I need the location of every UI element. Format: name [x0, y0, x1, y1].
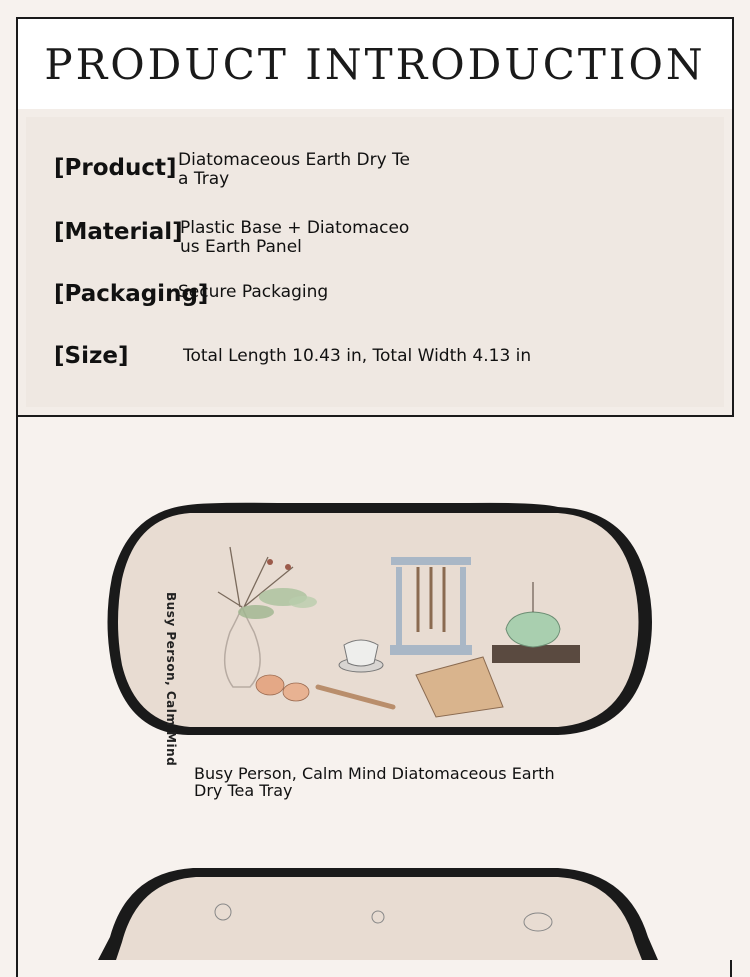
- spec-key: [Size]: [54, 343, 129, 369]
- spec-key: [Packaging]: [54, 281, 209, 307]
- section-header: [16, 17, 734, 111]
- spec-value: Total Length 10.43 in, Total Width 4.13 in: [183, 346, 532, 366]
- spec-key: [Product]: [54, 155, 177, 181]
- spec-panel: [26, 117, 724, 407]
- tea-tray-illustration: [18, 417, 732, 960]
- tray-vertical-text: Busy Person, Calm Mind: [164, 592, 178, 767]
- product-caption: Busy Person, Calm Mind Diatomaceous Earth Dry Tea Tray: [194, 764, 555, 800]
- spec-table: [16, 109, 734, 417]
- spec-value: Diatomaceous Earth Dry Tea Tray: [178, 150, 411, 189]
- product-photo-area: [18, 417, 732, 960]
- spec-value: Secure Packaging: [178, 282, 329, 302]
- spec-value: Plastic Base + Diatomaceous Earth Panel: [180, 218, 410, 257]
- spec-key: [Material]: [54, 219, 183, 245]
- page-title: PRODUCT INTRODUCTION: [44, 39, 706, 89]
